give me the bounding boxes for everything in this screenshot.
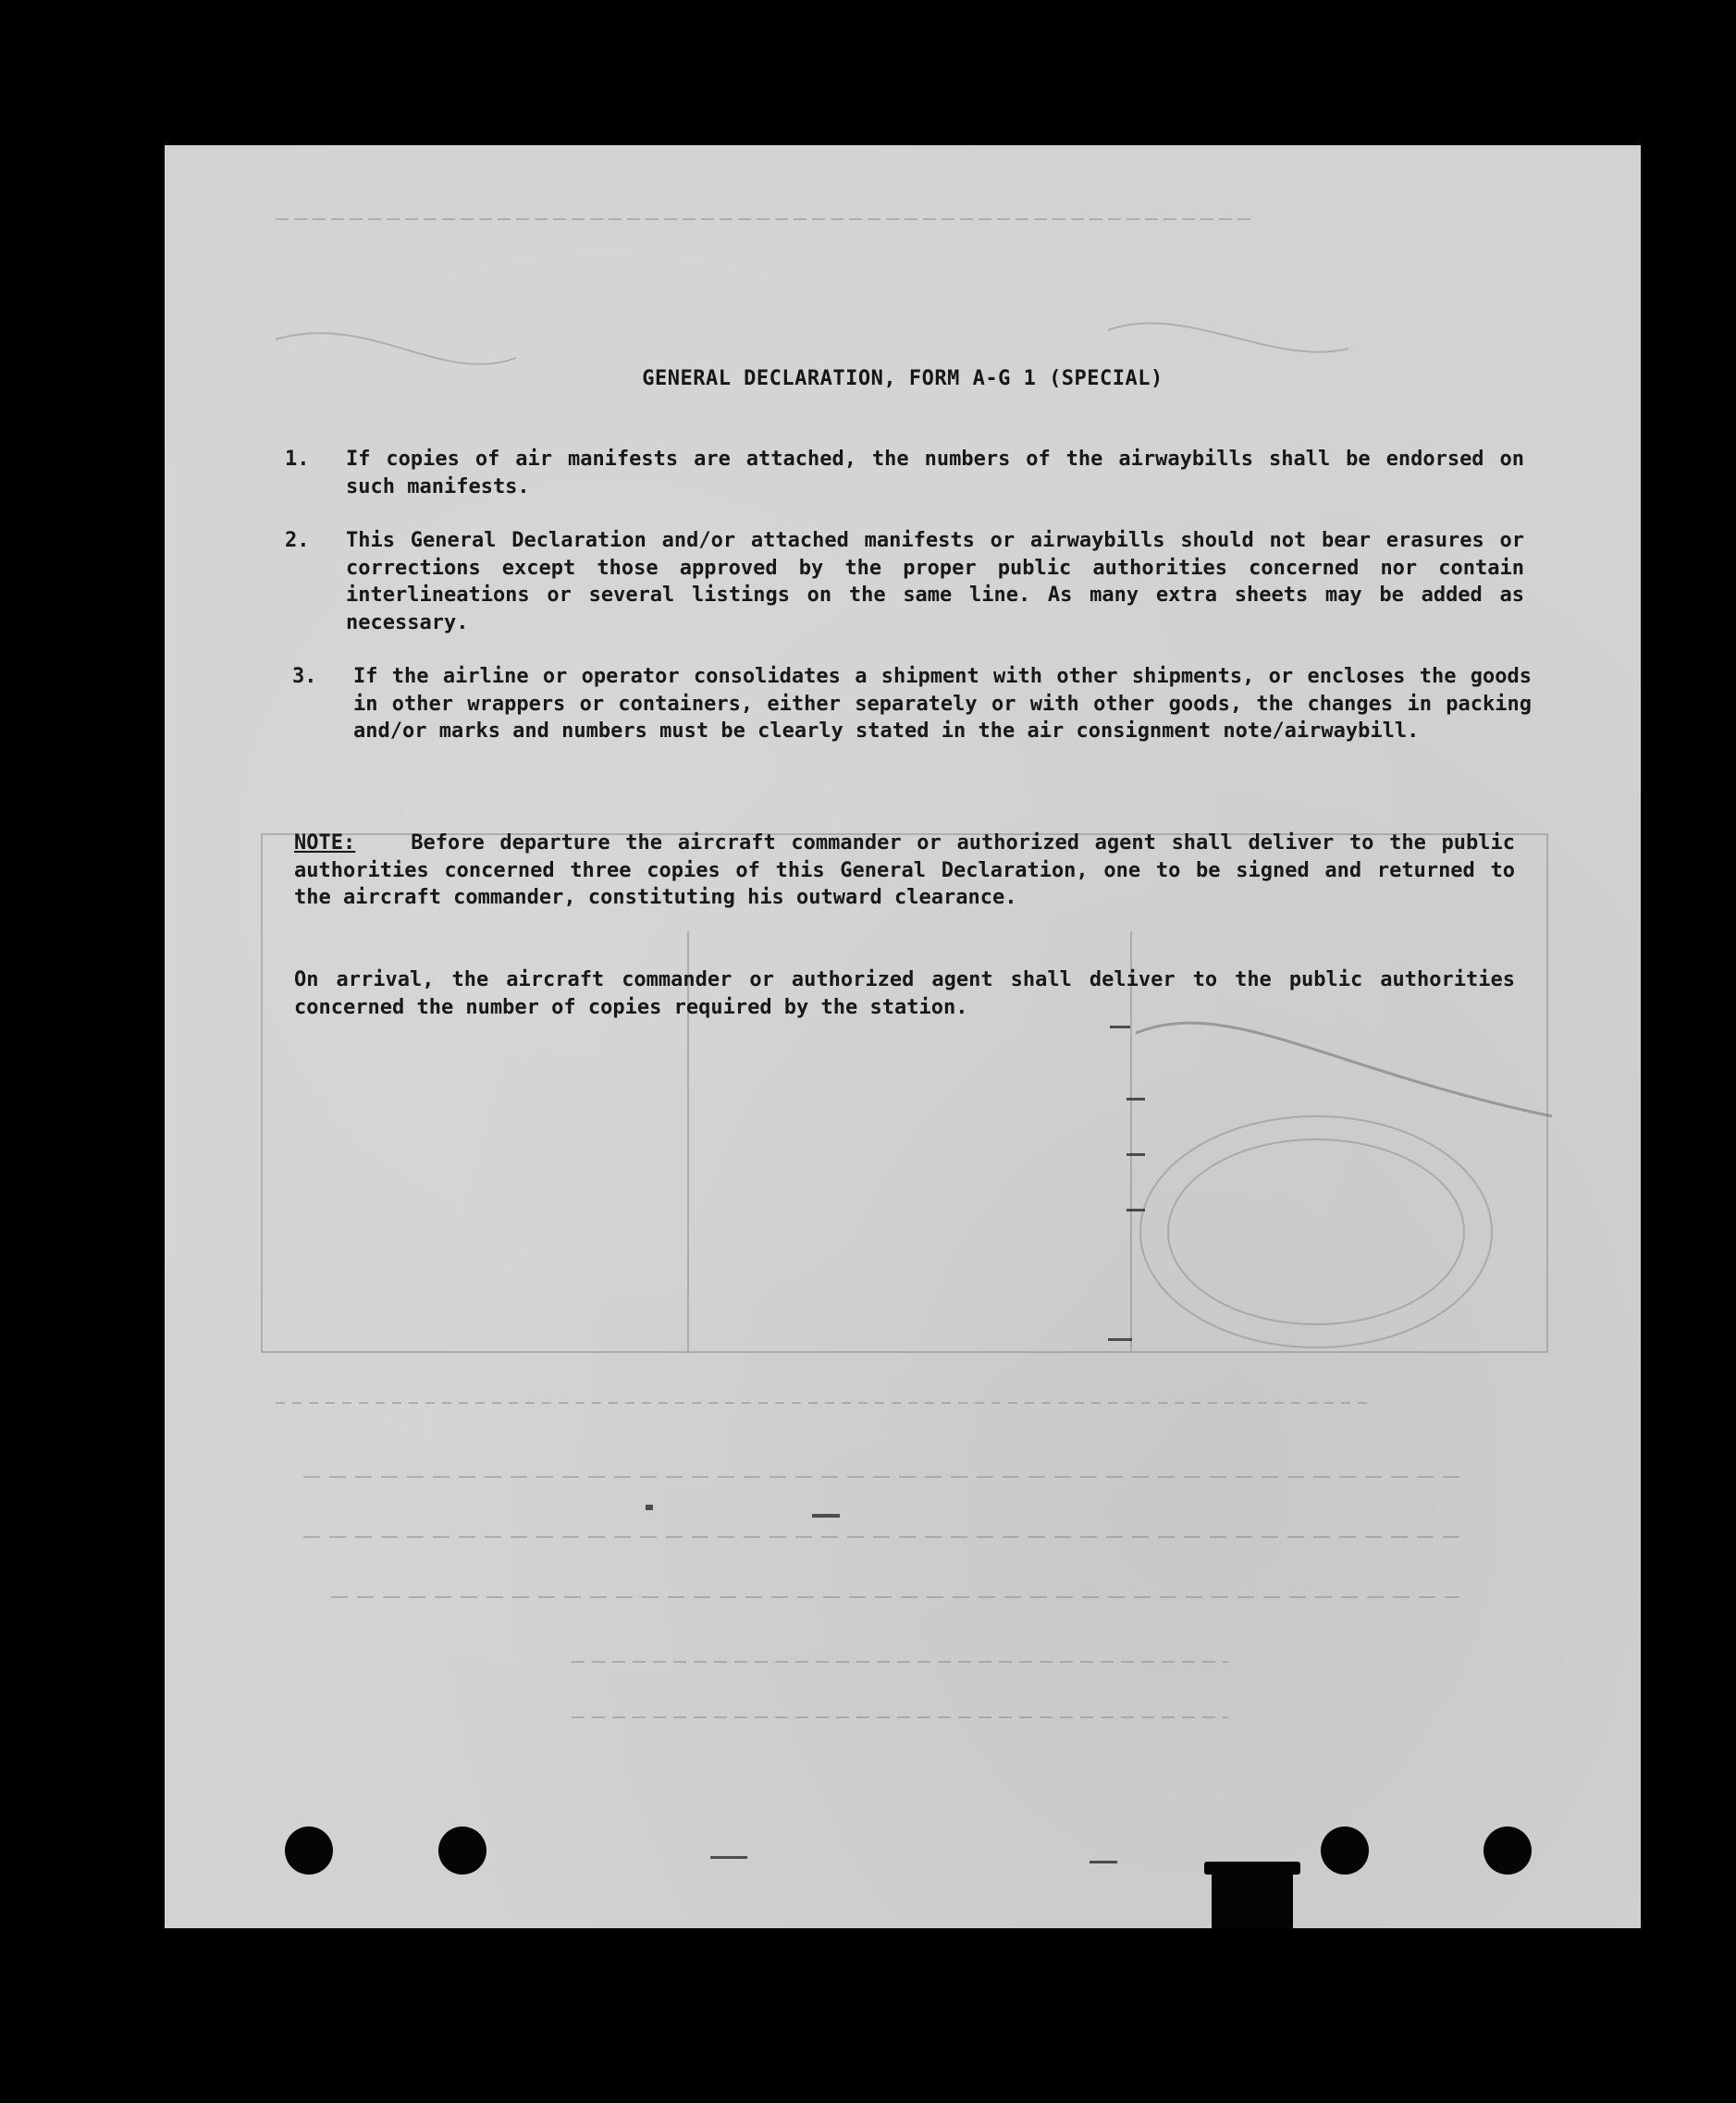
item-number: 3. [292,665,317,688]
item-text: If copies of air manifests are attached, the numbers of the airwaybills shall be endorsed on such manifests. [346,448,1524,498]
punch-hole [1484,1826,1532,1875]
document-page [165,145,1641,1928]
item-text: This General Declaration and/or attached manifests or airwaybills should not bear erasures or corrections except those approved by the proper public authorities concerned nor contain interlineations or several listings on the same line. As many extra sheets may be added as necessary. [346,529,1524,634]
punch-hole [285,1826,333,1875]
list-item [285,446,1524,501]
note-text: Before departure the aircraft commander or authorized agent shall deliver to the public authorities concerned three copies of this General Declaration, one to be signed and returned to the aircraft commander, constituting his outward clearance. [294,831,1515,909]
note-paragraph [294,830,1515,912]
bleed-through-texture [165,145,1641,1928]
binder-tab-notch [1212,1867,1293,1928]
note-label: NOTE: [294,831,356,855]
item-number: 2. [285,529,310,552]
item-text: If the airline or operator consolidates a shipment with other shipments, or encloses the goods in other wrappers or containers, either separately or with other goods, the changes in packing and/or marks and numbers must be clearly stated in the air consignment note/airwaybill. [353,665,1532,743]
page-title: GENERAL DECLARATION, FORM A-G 1 (SPECIAL) [642,367,1163,390]
list-item [285,527,1524,638]
punch-hole [1321,1826,1369,1875]
list-item [292,663,1532,774]
punch-hole [438,1826,486,1875]
arrival-paragraph: On arrival, the aircraft commander or authorized agent shall deliver to the public authorities concerned the number of copies required by the station. [294,968,1515,1019]
item-number: 1. [285,448,310,471]
